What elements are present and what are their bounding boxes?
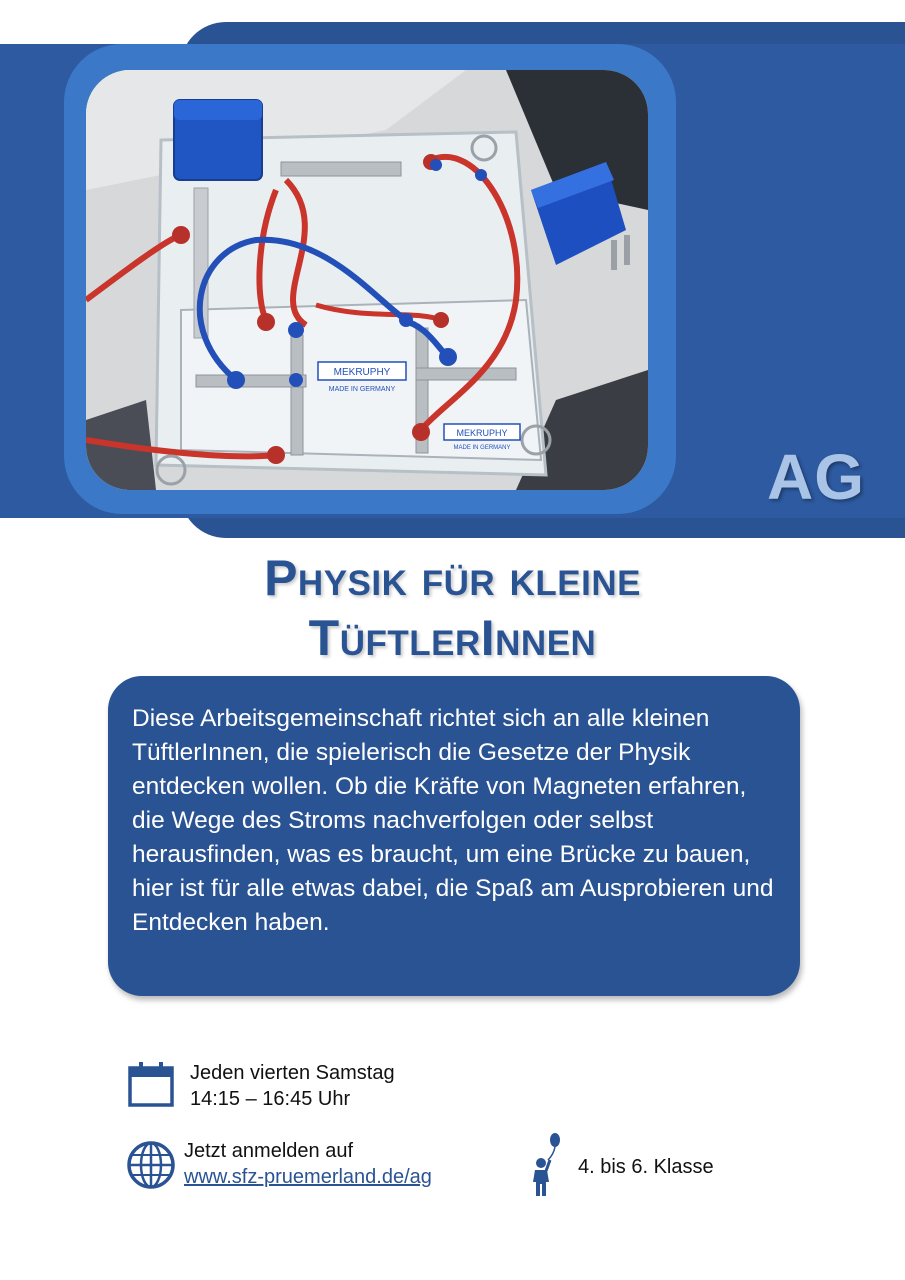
description-text: Diese Arbeitsgemeinschaft richtet sich an alle kleinen TüftlerInnen, die spielerisch die Gesetze der Physik entdecken wollen. Ob die Kräfte von Magneten erfahren, die Wege des Stroms nachverfolgen oder selbst herausfinden, was es braucht, um eine Brücke zu bauen, hier ist für alle etwas dabei, die Spaß am Ausprobieren und Entdecken haben.: [132, 705, 774, 936]
ag-badge: AG: [767, 441, 865, 513]
photo-label: MEKRUPHY: [333, 367, 391, 378]
photo-label: MADE IN GERMANY: [453, 445, 511, 451]
title-line-1: Physik für kleine: [264, 550, 641, 606]
page-title: [0, 548, 905, 668]
schedule-time: 14:15 – 16:45 Uhr: [190, 1088, 351, 1110]
schedule-day: Jeden vierten Samstag: [190, 1062, 395, 1084]
registration-info: [184, 1138, 432, 1190]
photo-label: MADE IN GERMANY: [328, 386, 396, 393]
photo-label: MEKRUPHY: [456, 428, 508, 438]
registration-link[interactable]: www.sfz-pruemerland.de/ag: [184, 1166, 432, 1188]
globe-icon: [126, 1140, 176, 1190]
calendar-icon: [128, 1062, 174, 1108]
registration-label: Jetzt anmelden auf: [184, 1140, 353, 1162]
title-line-2: TüftlerInnen: [308, 610, 597, 666]
schedule-info: [190, 1060, 395, 1112]
child-balloon-icon: [528, 1132, 564, 1198]
description-box: [108, 676, 800, 996]
header-photo: [86, 70, 648, 490]
grade-info: 4. bis 6. Klasse: [578, 1156, 714, 1178]
